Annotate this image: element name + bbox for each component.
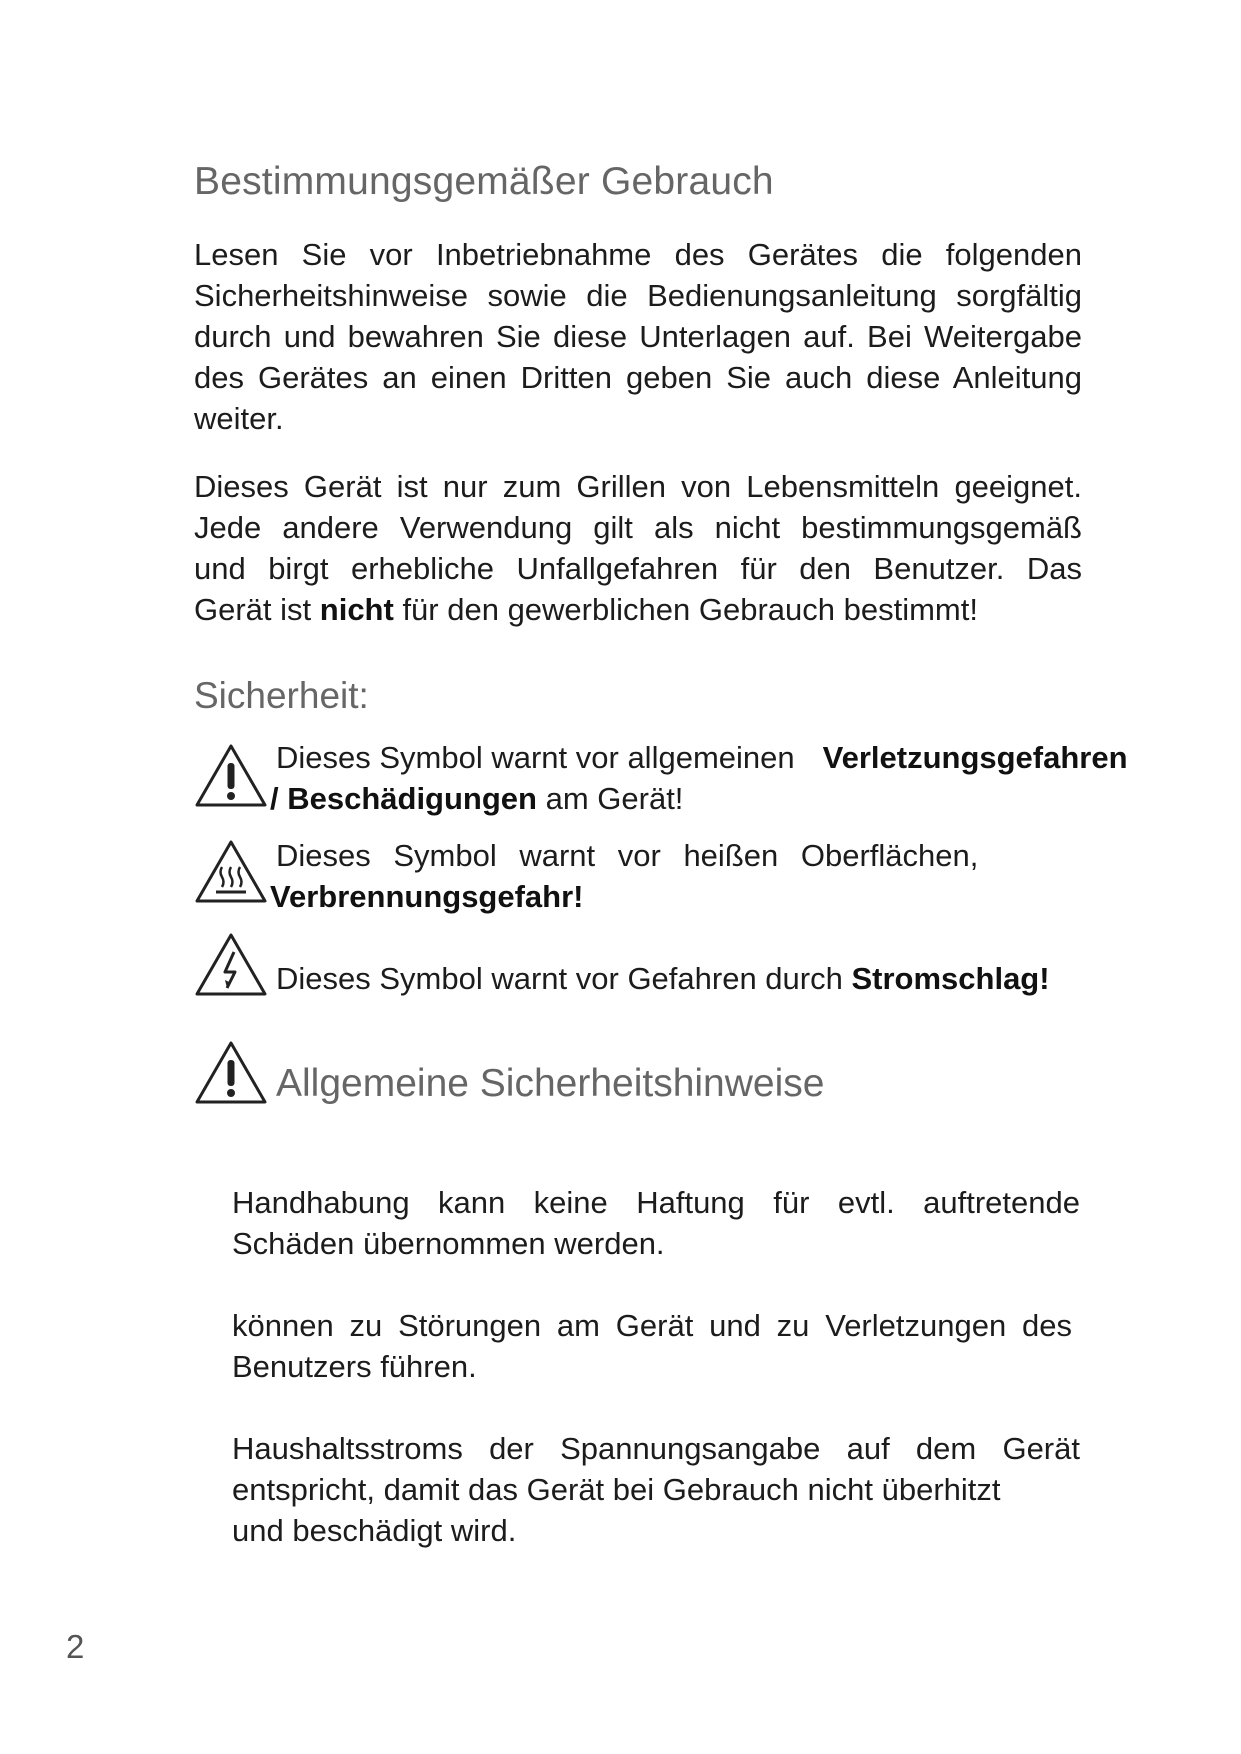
intro-line: Lesen Sie vor Inbetriebnahme des Gerätes die folgenden (194, 237, 1082, 272)
warning-emphasis: Stromschlag! (851, 961, 1050, 996)
safety-item-line: können zu Störungen am Gerät und zu Verletzungen des (232, 1308, 1072, 1343)
safety-title: Sicherheit: (194, 675, 369, 716)
warning-text: Dieses Symbol warnt vor allgemeinen (276, 740, 795, 775)
general-safety-heading (194, 1040, 994, 1110)
warning-general (194, 737, 1194, 827)
warning-emphasis: Verletzungsgefahren (822, 740, 1128, 775)
safety-item (232, 1428, 1080, 1551)
safety-item (232, 1182, 1080, 1264)
usage-text: für den gewerblichen Gebrauch bestimmt! (393, 592, 978, 627)
page-number: 2 (66, 1628, 85, 1665)
safety-item-line: Haushaltsstroms der Spannungsangabe auf dem Gerät (232, 1431, 1080, 1466)
warning-electric (194, 958, 1194, 1018)
safety-item-line: entspricht, damit das Gerät bei Gebrauch nicht überhitzt (232, 1472, 1001, 1507)
warning-hot-text: Dieses Symbol warnt vor heißen Oberflächen, (276, 838, 979, 873)
usage-emphasis: nicht (319, 592, 394, 627)
safety-item-line: Schäden übernommen werden. (232, 1226, 665, 1261)
safety-item-line: Handhabung kann keine Haftung für evtl. auftretende (232, 1185, 1080, 1220)
warning-emphasis: Verbrennungsgefahr! (270, 879, 584, 914)
general-safety-title: Allgemeine Sicherheitshinweise (276, 1062, 825, 1105)
section-title: Bestimmungsgemäßer Gebrauch (194, 160, 774, 203)
usage-paragraph (194, 466, 1082, 630)
usage-line: Jede andere Verwendung gilt als nicht bestimmungsgemäß (194, 510, 1082, 545)
exclamation-warning-icon (194, 1040, 268, 1106)
warning-text: am Gerät! (536, 781, 684, 816)
warning-hot-text-2 (270, 876, 584, 917)
warning-text: Dieses Symbol warnt vor Gefahren durch (276, 961, 852, 996)
intro-paragraph (194, 234, 1082, 439)
usage-line: und birgt erhebliche Unfallgefahren für den Benutzer. Das (194, 551, 1082, 586)
warning-general-text-2 (270, 778, 683, 819)
warning-electric-text (276, 958, 1050, 999)
intro-line: durch und bewahren Sie diese Unterlagen auf. Bei Weitergabe (194, 319, 1082, 354)
electric-shock-warning-icon (194, 932, 268, 998)
intro-line: Sicherheitshinweise sowie die Bedienungsanleitung sorgfältig (194, 278, 1082, 313)
warning-emphasis: / Beschädigungen (270, 781, 537, 816)
safety-item-line: und beschädigt wird. (232, 1513, 517, 1548)
hot-surface-warning-icon (194, 839, 268, 905)
intro-line: des Gerätes an einen Dritten geben Sie auch diese Anleitung (194, 360, 1082, 395)
usage-line: Dieses Gerät ist nur zum Grillen von Lebensmitteln geeignet. (194, 469, 1082, 504)
warning-hot (194, 835, 1194, 925)
warning-general-text (276, 737, 1128, 778)
usage-text: Gerät ist (194, 592, 320, 627)
usage-line (194, 589, 1082, 630)
safety-item-line: Benutzers führen. (232, 1349, 477, 1384)
exclamation-warning-icon (194, 743, 268, 809)
intro-line: weiter. (194, 401, 284, 436)
safety-item (232, 1305, 1072, 1387)
